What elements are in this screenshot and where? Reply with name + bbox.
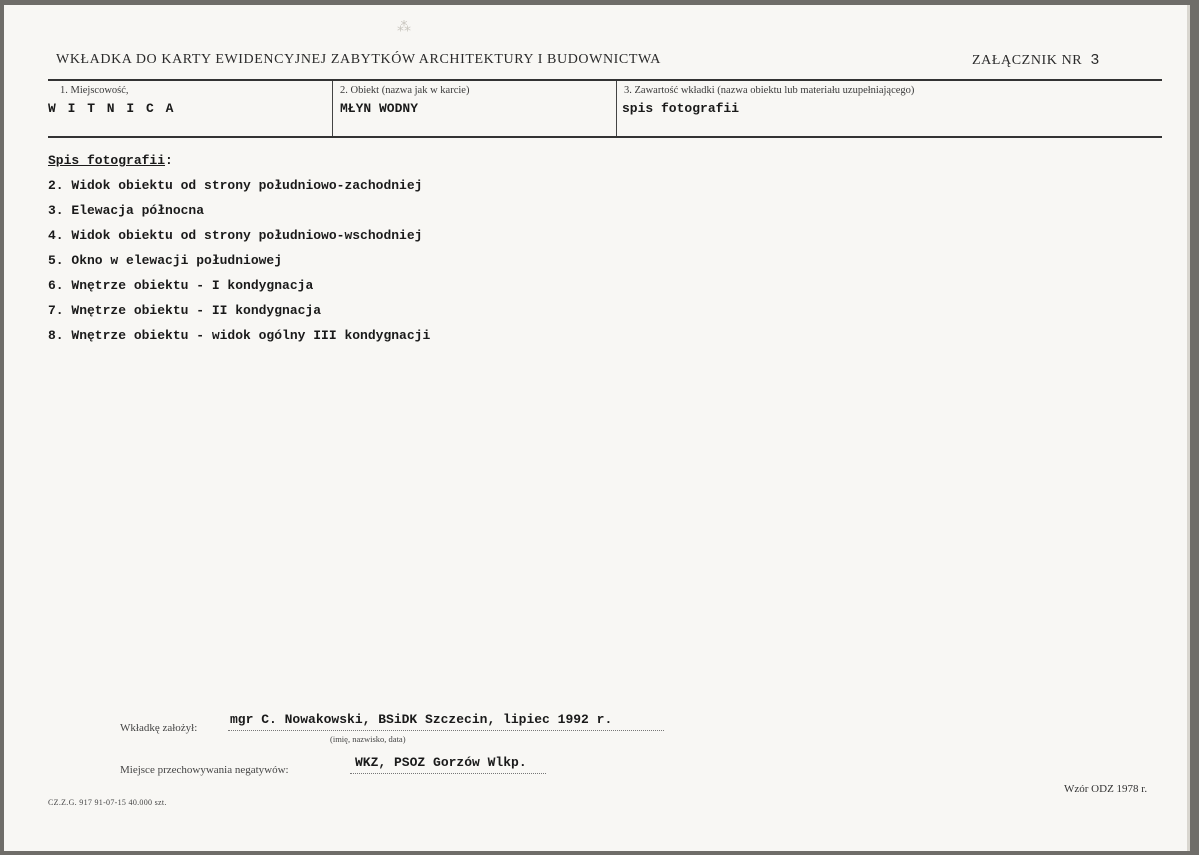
list-item: 4. Widok obiektu od strony południowo-wschodniej — [48, 228, 423, 243]
content-value: spis fotografii — [622, 101, 740, 116]
photo-list-title — [48, 153, 173, 168]
object-label: 2. Obiekt (nazwa jak w karcie) — [340, 85, 470, 96]
list-item: 7. Wnętrze obiektu - II kondygnacja — [48, 303, 322, 318]
list-item: 8. Wnętrze obiektu - widok ogólny III kondygnacji — [48, 328, 431, 343]
locality-label: 1. Miejscowość, — [60, 85, 129, 96]
locality-value: W I T N I C A — [48, 101, 176, 116]
column-divider — [616, 81, 617, 136]
list-item: 3. Elewacja północna — [48, 203, 205, 218]
storage-dotted-line — [350, 773, 546, 774]
attachment-number — [972, 52, 1100, 69]
created-by-label: Wkładkę założył: — [120, 722, 198, 734]
stamp-mark: ⁂ — [397, 20, 411, 35]
attachment-label: ZAŁĄCZNIK NR — [972, 53, 1083, 68]
list-item: 2. Widok obiektu od strony południowo-zachodniej — [48, 178, 423, 193]
column-divider — [332, 81, 333, 136]
header-top-rule — [48, 79, 1162, 81]
storage-value: WKZ, PSOZ Gorzów Wlkp. — [355, 755, 527, 770]
content-label: 3. Zawartość wkładki (nazwa obiektu lub materiału uzupełniającego) — [624, 85, 915, 96]
list-item: 5. Okno w elewacji południowej — [48, 253, 283, 268]
created-by-value: mgr C. Nowakowski, BSiDK Szczecin, lipiec 1992 r. — [230, 712, 613, 727]
print-info: CZ.Z.G. 917 91-07-15 40.000 szt. — [48, 798, 167, 807]
created-by-hint: (imię, nazwisko, data) — [330, 734, 406, 744]
storage-label: Miejsce przechowywania negatywów: — [120, 764, 289, 776]
attachment-value: 3 — [1090, 52, 1100, 69]
form-title: WKŁADKA DO KARTY EWIDENCYJNEJ ZABYTKÓW ARCHITEKTURY I BUDOWNICTWA — [56, 52, 661, 67]
list-item: 6. Wnętrze obiektu - I kondygnacja — [48, 278, 314, 293]
photo-list-title-text: Spis fotografii — [48, 153, 166, 168]
object-value: MŁYN WODNY — [340, 101, 419, 116]
photo-list — [48, 178, 430, 353]
created-by-dotted-line — [228, 730, 664, 731]
photo-list-title-colon: : — [165, 153, 173, 168]
document-sheet — [4, 5, 1190, 851]
template-note: Wzór ODZ 1978 r. — [1064, 783, 1148, 795]
header-bottom-rule — [48, 136, 1162, 138]
